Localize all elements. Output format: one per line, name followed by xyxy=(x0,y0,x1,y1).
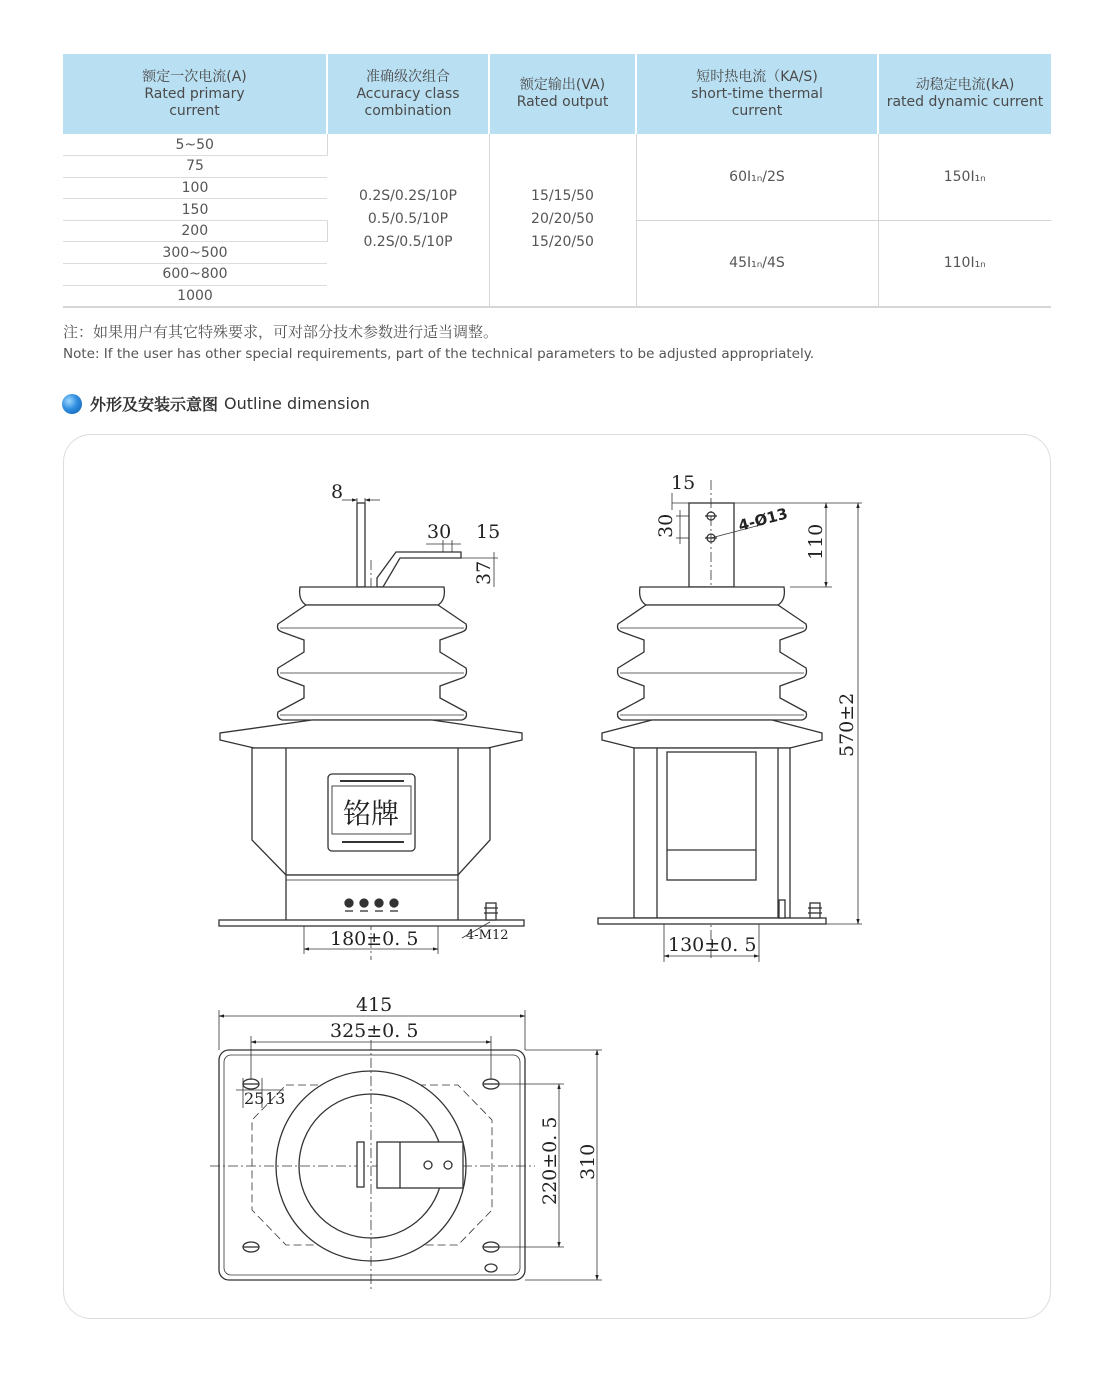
dynamic-cell-2: 110I₁ₙ xyxy=(943,255,986,272)
dynamic-cell-1: 150I₁ₙ xyxy=(878,134,1051,220)
note-en: Note: If the user has other special requirements, part of the technical parameters to be adjusted appropriately. xyxy=(63,346,815,362)
side-dim-15: 15 xyxy=(671,472,696,494)
side-height: 570±2 xyxy=(836,692,858,757)
current-cell: 600~800 xyxy=(63,264,327,286)
current-cell: 1000 xyxy=(177,287,213,304)
front-dim-15: 15 xyxy=(476,521,501,543)
header-accuracy-class: 准确级次组合 Accuracy class combination xyxy=(327,54,489,134)
top-inner-width: 325±0. 5 xyxy=(330,1020,419,1042)
header-dynamic-current: 动稳定电流(kA) rated dynamic current xyxy=(878,54,1051,134)
side-base-width: 130±0. 5 xyxy=(668,934,757,956)
front-bolts: 4-M12 xyxy=(466,928,509,943)
output-cell: 15/15/50 20/20/50 15/20/50 xyxy=(489,134,636,307)
front-dim-8: 8 xyxy=(331,481,344,503)
nameplate-label: 铭牌 xyxy=(343,797,400,830)
top-inner-height: 220±0. 5 xyxy=(539,1116,561,1205)
header-rated-primary-current: 额定一次电流(A) Rated primary current xyxy=(63,54,327,134)
front-dim-37: 37 xyxy=(473,560,495,585)
top-width: 415 xyxy=(356,994,393,1016)
top-dim-13: 13 xyxy=(265,1089,286,1108)
side-holes: 4-Ø13 xyxy=(736,504,790,535)
front-dim-30: 30 xyxy=(427,521,452,543)
current-cell: 200 xyxy=(63,220,327,242)
current-cell: 300~500 xyxy=(63,242,327,264)
thermal-cell-1: 60I₁ₙ/2S xyxy=(636,134,878,220)
header-rated-output: 额定输出(VA) Rated output xyxy=(489,54,636,134)
top-dim-25: 25 xyxy=(244,1089,265,1108)
top-height: 310 xyxy=(577,1143,599,1180)
current-cell: 5~50 xyxy=(63,134,327,156)
note-cn: 注：如果用户有其它特殊要求，可对部分技术参数进行适当调整。 xyxy=(63,323,499,341)
header-thermal-current: 短时热电流（KA/S) short-time thermal current xyxy=(636,54,878,134)
front-base-width: 180±0. 5 xyxy=(330,928,419,950)
accuracy-cell: 0.2S/0.2S/10P 0.5/0.5/10P 0.2S/0.5/10P xyxy=(327,134,489,307)
thermal-cell-2: 45I₁ₙ/4S xyxy=(636,220,878,306)
side-dim-30: 30 xyxy=(655,513,677,538)
section-title-en: Outline dimension xyxy=(224,394,370,413)
current-cell: 100 xyxy=(63,177,327,199)
current-cell: 150 xyxy=(63,199,327,221)
section-title-cn: 外形及安装示意图 xyxy=(90,395,219,414)
current-cell: 75 xyxy=(63,156,327,178)
side-dim-110: 110 xyxy=(805,523,827,560)
